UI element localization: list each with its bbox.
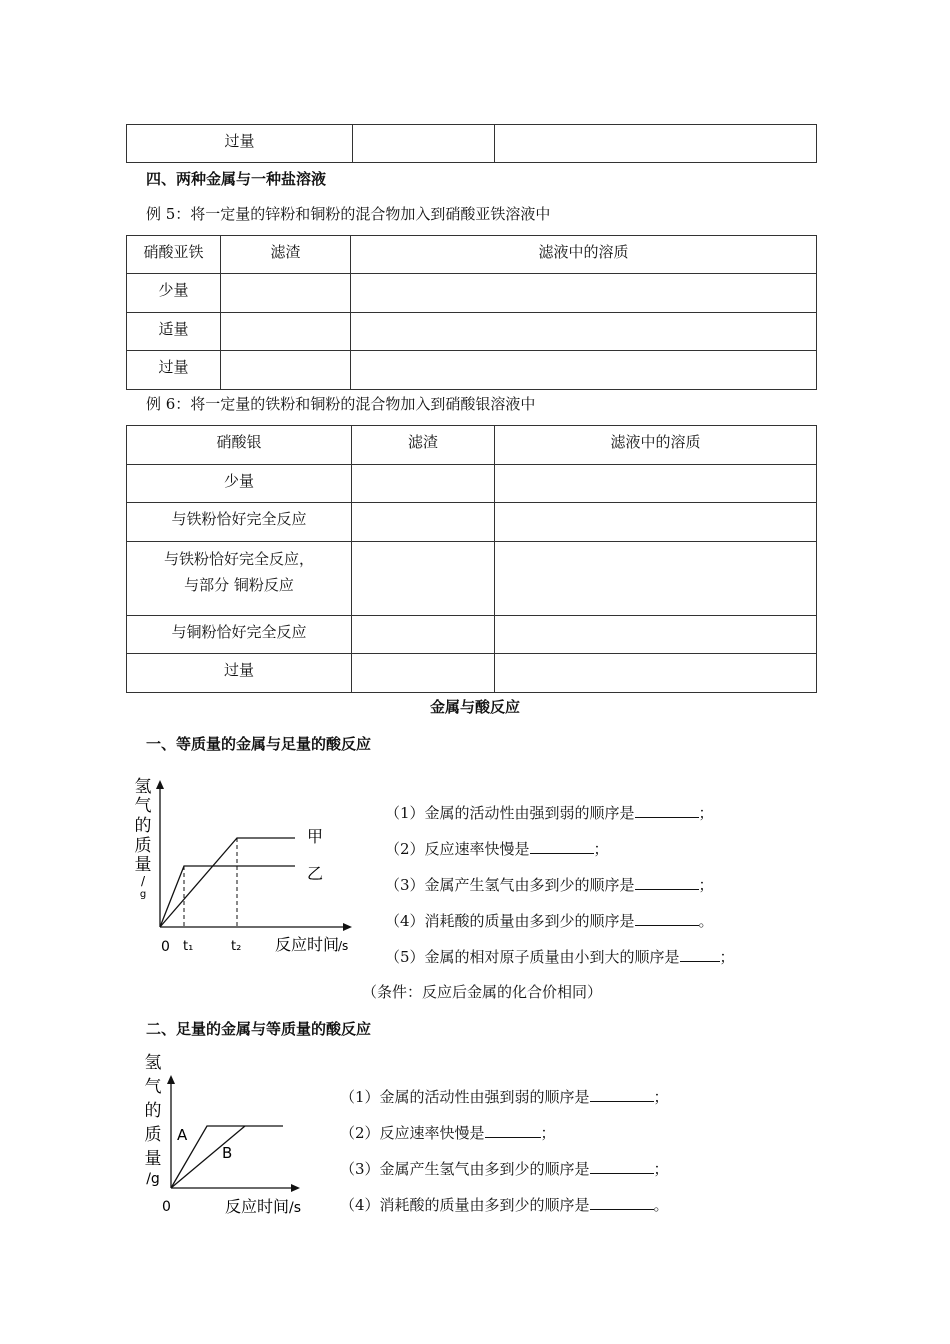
question-end: ； [540, 1124, 556, 1142]
y-axis-label-char: 气 [134, 796, 152, 816]
row-label: 与铜粉恰好完全反应 [171, 623, 307, 641]
question-text: （3）金属产生氢气由多到少的顺序是 [385, 876, 635, 894]
y-axis-arrow [167, 1075, 175, 1084]
question-end: ； [719, 948, 735, 966]
table-row [127, 654, 817, 693]
question-end: ； [698, 804, 714, 822]
question-end: ； [653, 1160, 669, 1178]
top-table [126, 124, 817, 163]
table-cell [495, 125, 817, 163]
question-end: ； [653, 1088, 669, 1106]
question-item [340, 1194, 669, 1215]
answer-cell [351, 351, 817, 390]
y-axis-label-char: / [140, 874, 146, 888]
graph-equal-mass-metals [125, 775, 365, 960]
answer-blank[interactable] [635, 875, 699, 890]
answer-cell [221, 274, 351, 313]
row-label: 少量 [223, 472, 254, 490]
answer-cell [352, 542, 495, 616]
origin-label: 0 [161, 939, 170, 955]
answer-blank[interactable] [635, 803, 699, 818]
question-item [340, 1158, 669, 1179]
answer-cell [221, 313, 351, 351]
series-jia-line [160, 838, 295, 927]
table-row [127, 274, 817, 313]
answer-cell [352, 654, 495, 693]
y-axis-label-char: 氢 [144, 1053, 162, 1073]
x-axis-unit: /s [289, 1200, 302, 1216]
origin-label: 0 [162, 1199, 171, 1215]
question-item [385, 910, 714, 931]
column-header: 滤液中的溶质 [610, 433, 701, 451]
answer-blank[interactable] [590, 1195, 654, 1210]
graph-excess-metals [135, 1050, 325, 1220]
series-yi-label: 乙 [307, 864, 324, 883]
column-header: 滤渣 [407, 433, 438, 451]
table-header-row [127, 426, 817, 465]
section-heading: 一、等质量的金属与足量的酸反应 [146, 735, 372, 753]
question-text: （2）反应速率快慢是 [340, 1124, 485, 1142]
question-text: （3）金属产生氢气由多到少的顺序是 [340, 1160, 590, 1178]
column-header: 滤渣 [270, 243, 301, 261]
example6-table [126, 425, 817, 693]
question-text: （1）金属的活动性由强到弱的顺序是 [385, 804, 635, 822]
y-axis-arrow [156, 780, 164, 789]
row-label: 与铁粉恰好完全反应， [163, 550, 314, 568]
question-text: （4）消耗酸的质量由多到少的顺序是 [340, 1196, 590, 1214]
answer-cell [351, 274, 817, 313]
answer-blank[interactable] [530, 839, 594, 854]
y-axis-label-char: 量 [134, 855, 152, 875]
table-cell [127, 125, 353, 163]
row-label-line2: 与部分 铜粉反应 [184, 576, 294, 594]
table-row [127, 313, 817, 351]
section-heading: 四、两种金属与一种盐溶液 [146, 170, 327, 188]
row-label: 过量 [224, 132, 255, 150]
answer-cell [352, 465, 495, 503]
question-end: ； [698, 876, 714, 894]
table-row [127, 542, 817, 616]
question-end: 。 [653, 1196, 669, 1214]
example6-caption: 例 6：将一定量的铁粉和铜粉的混合物加入到硝酸银溶液中 [146, 395, 536, 413]
answer-cell [495, 654, 817, 693]
answer-blank[interactable] [680, 947, 720, 962]
answer-cell [352, 616, 495, 654]
y-axis-label-char: 的 [134, 816, 152, 836]
y-axis-label-char: g [139, 889, 147, 900]
example5-caption: 例 5：将一定量的锌粉和铜粉的混合物加入到硝酸亚铁溶液中 [146, 205, 551, 223]
question-item [385, 874, 714, 895]
y-axis-label-char: 的 [144, 1101, 162, 1121]
answer-cell [221, 351, 351, 390]
column-header: 滤液中的溶质 [538, 243, 629, 261]
question-item [340, 1086, 669, 1107]
answer-cell [352, 503, 495, 542]
y-axis-unit: /g [146, 1171, 160, 1187]
series-jia-label: 甲 [307, 827, 324, 846]
answer-blank[interactable] [590, 1159, 654, 1174]
example5-table [126, 235, 817, 390]
table-row [127, 503, 817, 542]
column-header: 硝酸亚铁 [143, 243, 204, 261]
answer-blank[interactable] [590, 1087, 654, 1102]
y-axis-label-char: 质 [144, 1125, 162, 1145]
question-text: （4）消耗酸的质量由多到少的顺序是 [385, 912, 635, 930]
column-header: 硝酸银 [216, 433, 262, 451]
y-axis-label-char: 氢 [134, 777, 152, 797]
table-cell [353, 125, 495, 163]
answer-cell [495, 503, 817, 542]
condition-note: （条件：反应后金属的化合价相同） [362, 983, 603, 1001]
row-label: 与铁粉恰好完全反应 [171, 510, 307, 528]
answer-cell [495, 616, 817, 654]
row-label: 少量 [158, 281, 189, 299]
section-heading: 二、足量的金属与等质量的酸反应 [146, 1020, 372, 1038]
question-item [340, 1122, 556, 1143]
row-label: 过量 [223, 661, 254, 679]
series-a-label: A [177, 1126, 188, 1144]
question-text: （5）金属的相对原子质量由小到大的顺序是 [385, 948, 680, 966]
question-item [385, 946, 735, 967]
question-end: 。 [698, 912, 714, 930]
question-text: （1）金属的活动性由强到弱的顺序是 [340, 1088, 590, 1106]
table-header-row [127, 236, 817, 274]
t2-label: t₂ [231, 939, 242, 954]
t1-label: t₁ [183, 939, 194, 954]
answer-cell [495, 542, 817, 616]
series-yi-line [160, 866, 295, 927]
y-axis-label-char: 气 [144, 1077, 162, 1097]
row-label: 适量 [158, 320, 189, 338]
table-row [127, 351, 817, 390]
answer-blank[interactable] [485, 1123, 541, 1138]
x-axis-unit: /s [338, 939, 349, 953]
x-axis-label: 反应时间 [275, 935, 340, 954]
answer-blank[interactable] [635, 911, 699, 926]
x-axis-label: 反应时间 [225, 1197, 290, 1216]
question-end: ； [593, 840, 609, 858]
table-row [127, 465, 817, 503]
x-axis-arrow [343, 923, 352, 931]
y-axis-label-char: 质 [134, 836, 152, 856]
table-row [127, 616, 817, 654]
question-text: （2）反应速率快慢是 [385, 840, 530, 858]
question-item [385, 838, 609, 859]
page-title: 金属与酸反应 [429, 698, 520, 716]
answer-cell [351, 313, 817, 351]
answer-cell [495, 465, 817, 503]
y-axis-label-char: 量 [144, 1149, 162, 1169]
question-item [385, 802, 714, 823]
x-axis-arrow [291, 1184, 300, 1192]
series-b-label: B [222, 1144, 233, 1162]
row-label: 过量 [158, 358, 189, 376]
